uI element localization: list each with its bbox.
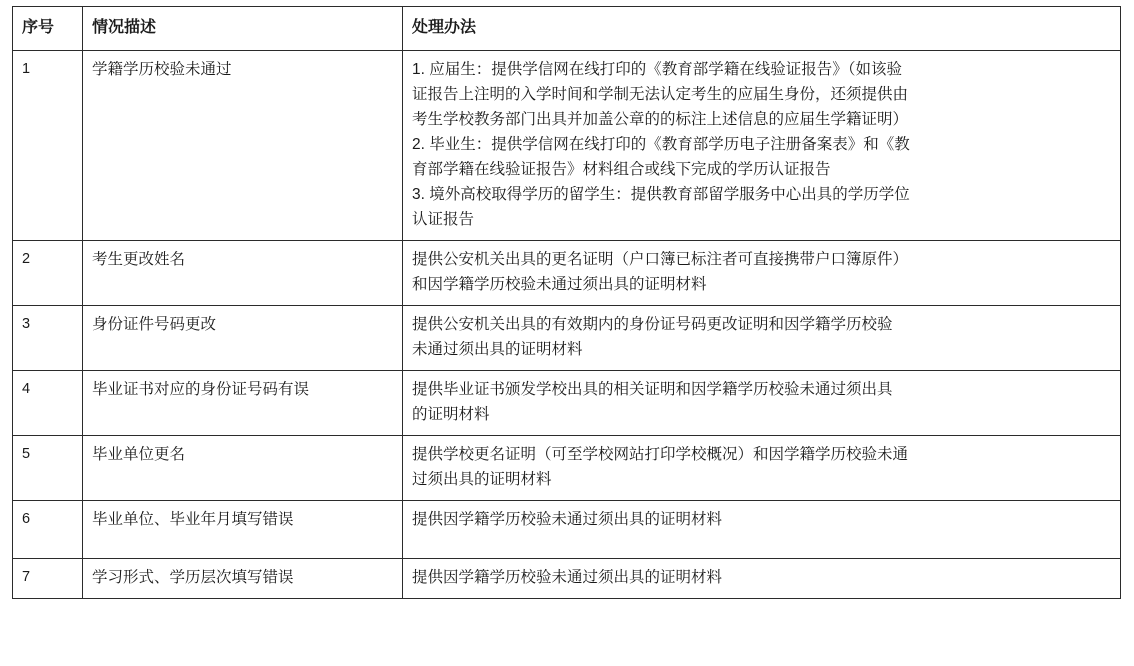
cell-method bbox=[403, 50, 1121, 240]
cell-description: 毕业单位、毕业年月填写错误 bbox=[83, 501, 403, 559]
column-header-description: 情况描述 bbox=[83, 7, 403, 51]
table-body bbox=[13, 50, 1121, 598]
cell-sequence: 5 bbox=[13, 436, 83, 501]
method-line: 提供因学籍学历校验未通过须出具的证明材料 bbox=[412, 569, 723, 587]
cell-method bbox=[403, 240, 1121, 305]
cell-description: 毕业单位更名 bbox=[83, 436, 403, 501]
method-line: 3. 境外高校取得学历的留学生：提供教育部留学服务中心出具的学历学位 bbox=[412, 185, 910, 203]
cell-description: 学籍学历校验未通过 bbox=[83, 50, 403, 240]
cell-method bbox=[403, 305, 1121, 370]
table-row bbox=[13, 240, 1121, 305]
cell-sequence: 2 bbox=[13, 240, 83, 305]
table-row bbox=[13, 50, 1121, 240]
cell-sequence: 1 bbox=[13, 50, 83, 240]
cell-method bbox=[403, 436, 1121, 501]
cell-method bbox=[403, 559, 1121, 599]
column-header-sequence: 序号 bbox=[13, 7, 83, 51]
method-line: 提供公安机关出具的更名证明（户口簿已标注者可直接携带户口簿原件） bbox=[412, 250, 909, 268]
method-line: 认证报告 bbox=[412, 210, 475, 228]
method-line: 考生学校教务部门出具并加盖公章的的标注上述信息的应届生学籍证明） bbox=[412, 110, 909, 128]
method-line: 证报告上注明的入学时间和学制无法认定考生的应届生身份，还须提供由 bbox=[412, 85, 909, 103]
method-line: 过须出具的证明材料 bbox=[412, 471, 552, 489]
method-line: 的证明材料 bbox=[412, 405, 490, 423]
table-row bbox=[13, 559, 1121, 599]
cell-description: 身份证件号码更改 bbox=[83, 305, 403, 370]
cell-sequence: 6 bbox=[13, 501, 83, 559]
method-line: 提供学校更名证明（可至学校网站打印学校概况）和因学籍学历校验未通 bbox=[412, 446, 909, 463]
method-line: 提供公安机关出具的有效期内的身份证号码更改证明和因学籍学历校验 bbox=[412, 315, 893, 333]
method-line: 育部学籍在线验证报告》材料组合或线下完成的学历认证报告 bbox=[412, 160, 831, 178]
table-header-row bbox=[13, 7, 1121, 51]
cell-sequence: 3 bbox=[13, 305, 83, 370]
table-row bbox=[13, 370, 1121, 435]
table-row bbox=[13, 305, 1121, 370]
cell-description: 考生更改姓名 bbox=[83, 240, 403, 305]
method-line: 提供毕业证书颁发学校出具的相关证明和因学籍学历校验未通过须出具 bbox=[412, 380, 893, 398]
method-line: 1. 应届生：提供学信网在线打印的《教育部学籍在线验证报告》（如该验 bbox=[412, 60, 902, 78]
column-header-method: 处理办法 bbox=[403, 7, 1121, 51]
cell-method bbox=[403, 370, 1121, 435]
cell-method bbox=[403, 501, 1121, 559]
table-row bbox=[13, 436, 1121, 501]
method-line: 和因学籍学历校验未通过须出具的证明材料 bbox=[412, 275, 707, 293]
method-line: 2. 毕业生：提供学信网在线打印的《教育部学历电子注册备案表》和《教 bbox=[412, 135, 910, 153]
cell-sequence: 7 bbox=[13, 559, 83, 599]
method-line: 提供因学籍学历校验未通过须出具的证明材料 bbox=[412, 511, 723, 529]
cell-description: 毕业证书对应的身份证号码有误 bbox=[83, 370, 403, 435]
table-header bbox=[13, 7, 1121, 51]
situation-handling-table bbox=[12, 6, 1121, 599]
cell-sequence: 4 bbox=[13, 370, 83, 435]
table-row bbox=[13, 501, 1121, 559]
cell-description: 学习形式、学历层次填写错误 bbox=[83, 559, 403, 599]
method-line: 未通过须出具的证明材料 bbox=[412, 340, 583, 358]
